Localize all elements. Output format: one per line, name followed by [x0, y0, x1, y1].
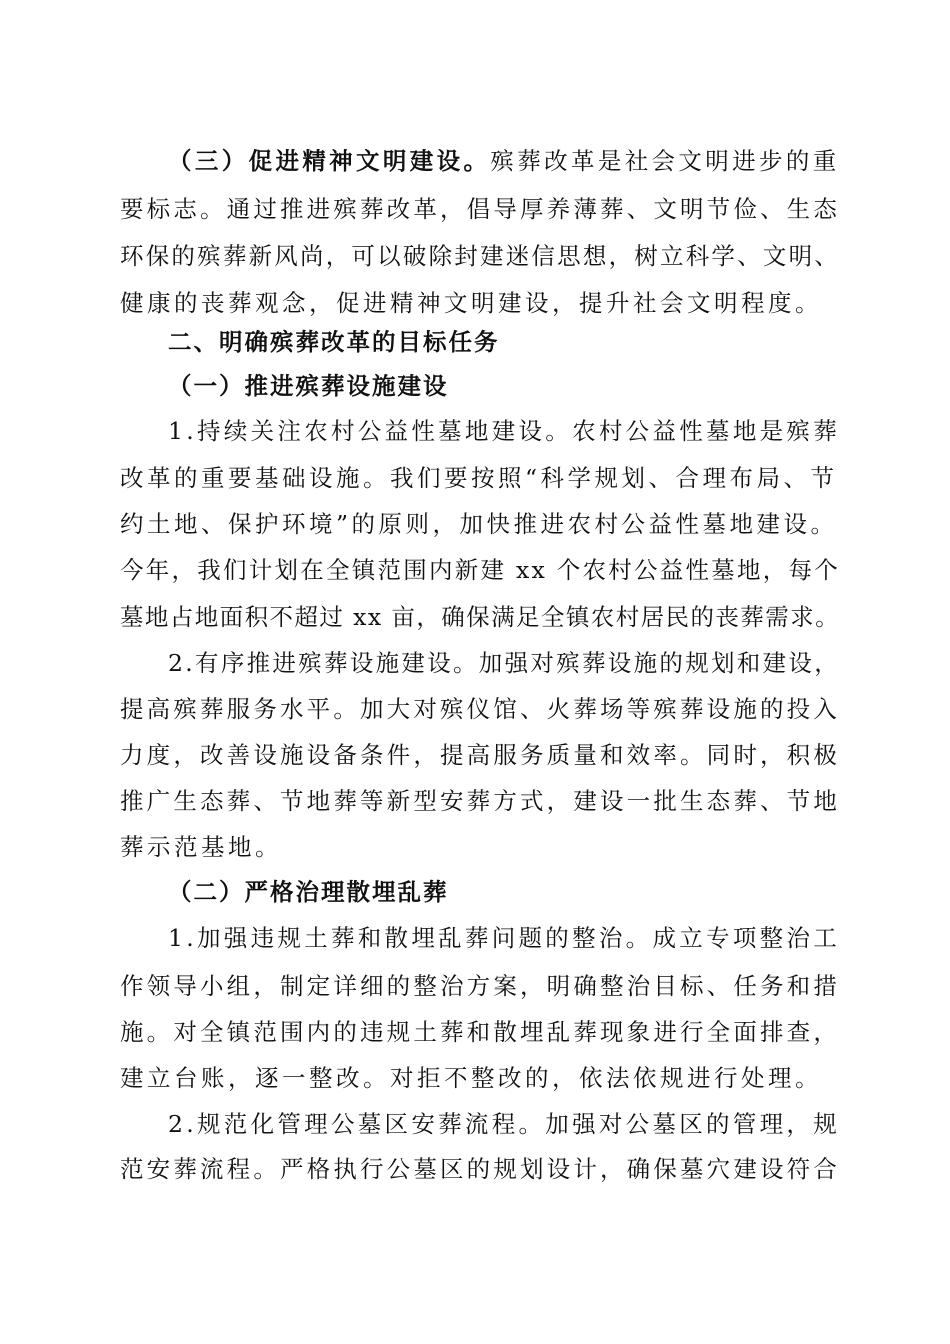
paragraph-line: 力度，改善设施设备条件，提高服务质量和效率。同时，积极	[120, 741, 840, 769]
subsection-heading: （二）严格治理散埋乱葬	[168, 878, 449, 906]
paragraph-line: 2.规范化管理公墓区安葬流程。加强对公墓区的管理，规	[168, 1110, 840, 1138]
paragraph-line: 葬示范基地。	[120, 833, 282, 861]
paragraph-line: 建立台账，逐一整改。对拒不整改的，依法依规进行处理。	[120, 1064, 822, 1092]
paragraph-line: 施。对全镇范围内的违规土葬和散埋乱葬现象进行全面排查，	[120, 1018, 840, 1046]
section-heading: 二、明确殡葬改革的目标任务	[168, 328, 500, 356]
paragraph-lead: （三）促进精神文明建设。	[168, 147, 491, 175]
paragraph-line: 范安葬流程。严格执行公墓区的规划设计，确保墓穴建设符合	[120, 1155, 840, 1183]
paragraph-line: 作领导小组，制定详细的整治方案，明确整治目标、任务和措	[120, 972, 840, 1000]
paragraph-line: 要标志。通过推进殡葬改革，倡导厚养薄葬、文明节俭、生态	[120, 195, 840, 223]
paragraph-line: 健康的丧葬观念，促进精神文明建设，提升社会文明程度。	[120, 289, 822, 317]
paragraph-text: 殡葬改革是社会文明进步的重	[490, 147, 840, 175]
paragraph-line	[0, 141, 950, 181]
paragraph-line: 2.有序推进殡葬设施建设。加强对殡葬设施的规划和建设，	[168, 649, 840, 677]
paragraph-line: 改革的重要基础设施。我们要按照“科学规划、合理布局、节	[120, 464, 838, 492]
paragraph-line: 墓地占地面积不超过 xx 亩，确保满足全镇农村居民的丧葬需求。	[120, 603, 840, 631]
paragraph-line: 提高殡葬服务水平。加大对殡仪馆、火葬场等殡葬设施的投入	[120, 695, 840, 723]
paragraph-line: 1.加强违规土葬和散埋乱葬问题的整治。成立专项整治工	[168, 924, 840, 952]
paragraph-line: 推广生态葬、节地葬等新型安葬方式，建设一批生态葬、节地	[120, 787, 840, 815]
paragraph-line: 约土地、保护环境”的原则，加快推进农村公益性墓地建设。	[120, 510, 838, 538]
paragraph-line: 今年，我们计划在全镇范围内新建 xx 个农村公益性墓地，每个	[120, 556, 840, 584]
subsection-heading: （一）推进殡葬设施建设	[168, 372, 449, 400]
paragraph-line: 环保的殡葬新风尚，可以破除封建迷信思想，树立科学、文明、	[120, 242, 840, 270]
paragraph-line: 1.持续关注农村公益性墓地建设。农村公益性墓地是殡葬	[168, 417, 840, 445]
